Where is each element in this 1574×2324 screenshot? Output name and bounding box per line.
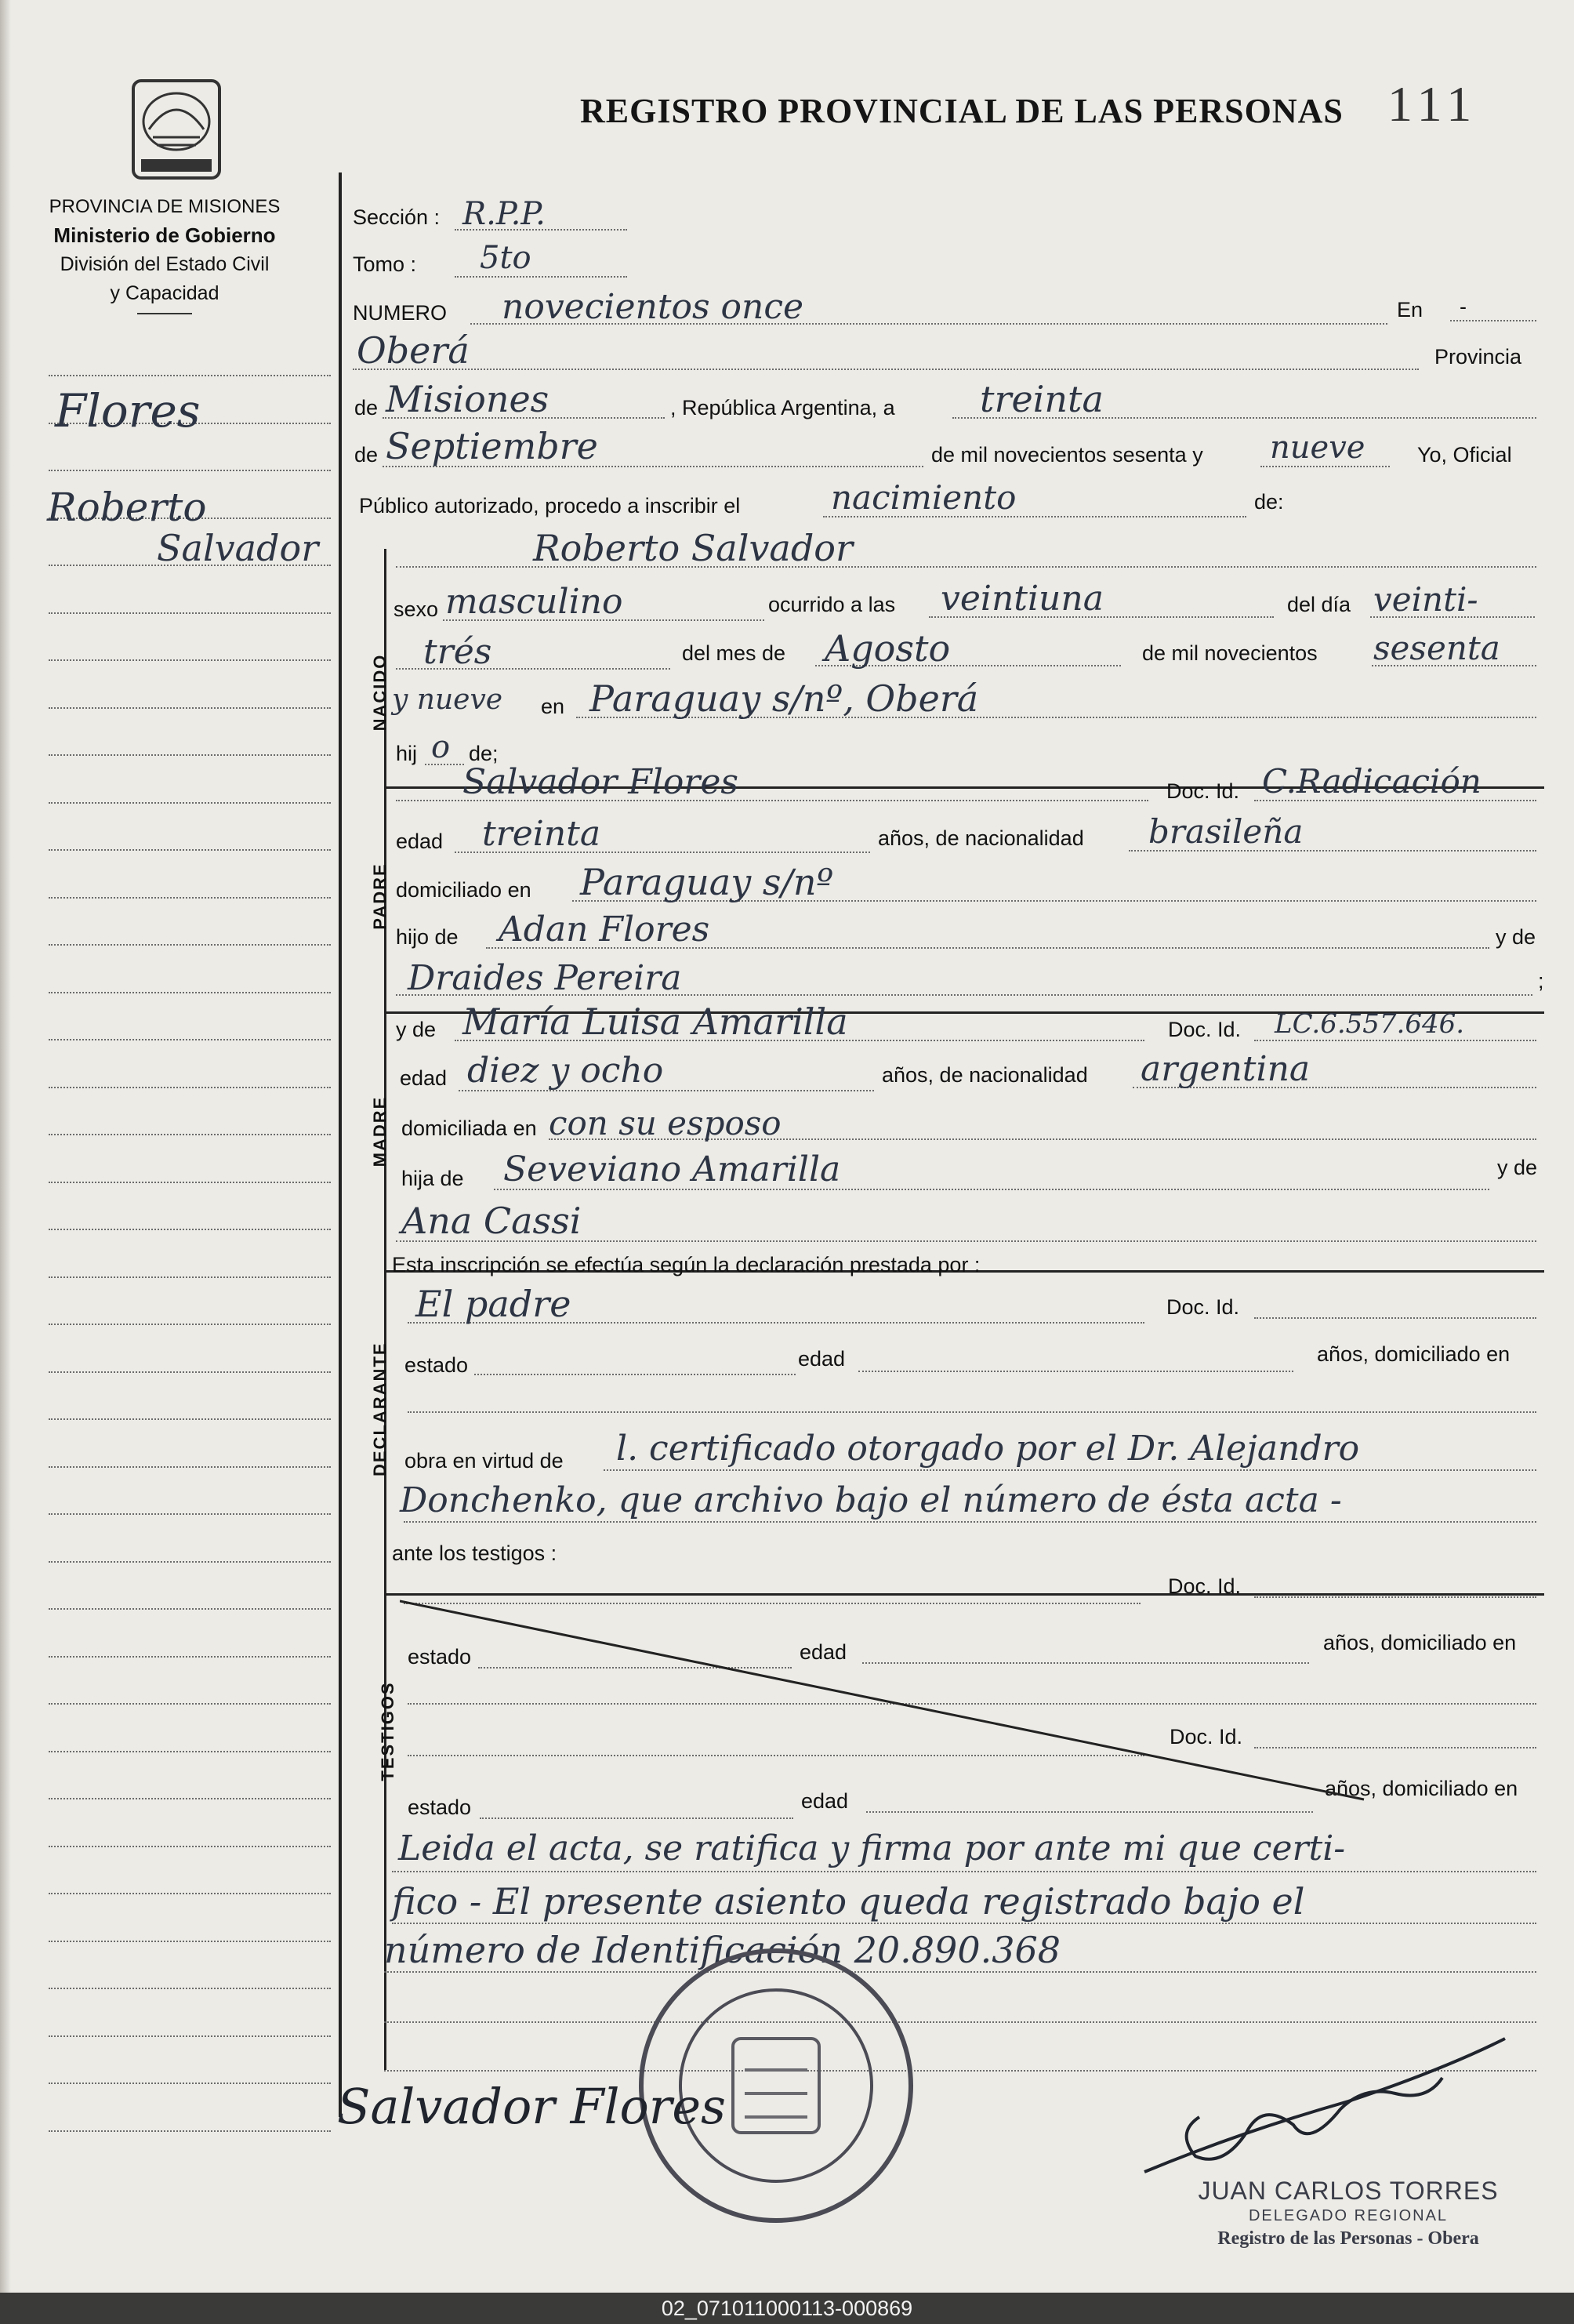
ocurrido-label: ocurrido a las [768,593,896,616]
witness1-doc-label: Doc. Id. [1168,1574,1242,1598]
sexo-label: sexo [394,597,439,621]
section-madre: MADRE [370,1095,390,1167]
father-dom-label: domiciliado en [396,878,531,902]
day-value: treinta [980,378,1104,420]
margin-ledger-line [49,707,331,709]
officer-stamp [1176,2177,1521,2250]
margin-ledger-line [49,1182,331,1183]
section-padre: PADRE [370,862,390,930]
numero-value: novecientos once [502,287,804,327]
margin-ledger-line [49,849,331,851]
mother-name: María Luisa Amarilla [462,1000,848,1043]
margin-ledger-line [49,897,331,899]
mother-nac-value: argentina [1141,1049,1311,1089]
officer-signature-icon [1113,2015,1521,2203]
officer-title: DELEGADO REGIONAL [1248,2207,1449,2224]
margin-ledger-line [49,1988,331,1989]
de3-label: de: [1254,490,1284,514]
margin-ledger-line [49,802,331,804]
margin-ledger-line [49,1608,331,1610]
testigos-intro: ante los testigos : [392,1541,557,1565]
declarant-edad-label: edad [798,1347,846,1371]
witness1-anios-label: años, domiciliado en [1323,1631,1517,1654]
strike-through-line [400,1600,1372,1803]
closing-line-2: fico - El presente asiento queda registrado bajo el [392,1880,1305,1923]
witness1-edad-label: edad [800,1640,847,1664]
main-vertical-rule [339,172,342,2117]
father-edad-label: edad [396,830,444,853]
hora-value: veintiuna [941,579,1104,619]
margin-ledger-line [49,1324,331,1325]
officer-name: JUAN CARLOS TORRES [1198,2177,1499,2205]
org-line: División del Estado Civil [60,253,270,275]
mother-father-name: Seveviano Amarilla [503,1149,841,1189]
image-footer [0,2293,1574,2324]
anio-label: de mil novecientos [1142,641,1318,665]
document-title: REGISTRO PROVINCIAL DE LAS PERSONAS [580,92,1344,130]
father-dom-value: Paraguay s/nº [580,861,834,903]
anio-value-2: y nueve [392,684,503,716]
declarant-signature: Salvador Flores [337,2078,726,2135]
en-label: En [1397,298,1423,321]
year-label: de mil novecientos sesenta y [931,443,1203,467]
declaration-intro: Esta inscripción se efectúa según la declaración prestada por : [392,1253,981,1276]
declarant-doc-label: Doc. Id. [1166,1295,1240,1319]
margin-ledger-line [49,1561,331,1563]
margin-ledger-line [49,1134,331,1135]
declarant-estado-label: estado [404,1353,469,1377]
witness2-edad-label: edad [801,1789,849,1813]
margin-ledger-line [49,659,331,661]
margin-ledger-line [49,2083,331,2084]
margin-ledger-line [49,1513,331,1515]
father-mother-name: Draides Pereira [408,958,682,998]
margin-ledger-line [49,1751,331,1752]
declarant-name: El padre [415,1283,571,1325]
mother-nac-label: años, de nacionalidad [882,1063,1088,1087]
father-yde-label: y de [1496,925,1536,949]
mes-label: del mes de [682,641,786,665]
mother-edad-label: edad [400,1066,448,1090]
margin-ledger-line [49,992,331,993]
seccion-label: Sección : [353,205,441,229]
margin-ledger-line [49,1039,331,1040]
margin-ledger-line [49,1371,331,1373]
margin-ledger-line [49,1941,331,1942]
father-doc-label: Doc. Id. [1166,779,1240,803]
republica-label: , República Argentina, a [670,396,895,419]
mother-dom-label: domiciliada en [401,1117,537,1140]
acto-value: nacimiento [831,478,1017,517]
section-bracket-rule [384,549,386,2070]
month-value: Septiembre [386,425,598,467]
page-number: 111 [1387,76,1478,132]
margin-surname: Flores [55,384,201,438]
sexo-value: masculino [445,582,623,622]
mother-yde-label: y de [396,1018,437,1041]
mother-dom-value: con su esposo [549,1104,782,1142]
dia-value: veinti- [1373,580,1478,619]
dia-label: del día [1287,593,1351,616]
margin-ledger-line [49,2130,331,2132]
margin-ledger-line [49,944,331,946]
tomo-value: 5to [480,240,531,276]
mother-doc-value: LC.6.557.646. [1275,1008,1465,1040]
margin-ledger-line [49,1229,331,1230]
en-birth-label: en [541,695,565,718]
margin-given-name-2: Salvador [157,527,319,569]
dia-value-2: trés [423,632,492,672]
margin-ledger-line [49,1846,331,1847]
margin-ledger-line [49,1703,331,1705]
margin-ledger-line [49,1276,331,1278]
margin-ledger-line [49,1418,331,1420]
province-value: Misiones [386,378,549,420]
obra-label: obra en virtud de [404,1449,564,1472]
de-semicolon-label: de; [469,742,499,765]
section-testigos: TESTIGOS [378,1681,397,1781]
father-edad-value: treinta [482,814,601,854]
hij-label: hij [396,742,418,765]
org-line: y Capacidad [110,282,219,304]
margin-ledger-line [49,1087,331,1088]
margin-ledger-line [49,1656,331,1658]
mother-edad-value: diez y ocho [467,1051,664,1091]
newborn-name: Roberto Salvador [533,527,853,569]
year-value: nueve [1270,430,1365,466]
tomo-label: Tomo : [353,252,417,276]
seccion-value: R.P.P. [462,196,546,232]
mother-yde2-label: y de [1497,1156,1538,1179]
closing-line-3: número de Identificación 20.890.368 [384,1929,1061,1971]
numero-label: NUMERO [353,301,447,325]
oficial-label: Yo, Oficial [1417,443,1512,467]
father-name: Salvador Flores [462,762,738,802]
father-hijo-label: hijo de [396,925,459,949]
de2-label: de [354,443,379,467]
mother-hija-label: hija de [401,1167,464,1190]
officer-office: Registro de las Personas - Obera [1217,2228,1479,2249]
de-label: de [354,396,379,419]
place-value: Oberá [357,329,470,372]
margin-given-name-1: Roberto [47,485,207,530]
mother-doc-label: Doc. Id. [1168,1018,1242,1041]
witness1-estado-label: estado [408,1645,472,1669]
declarant-anios-label: años, domiciliado en [1317,1342,1511,1366]
birthplace-value: Paraguay s/nº, Oberá [589,677,979,720]
margin-ledger-line [49,375,331,376]
margin-ledger-line [49,1798,331,1799]
hij-value: o [431,729,451,765]
org-block [16,192,314,314]
margin-ledger-line [49,1893,331,1894]
obra-value-2: Donchenko, que archivo bajo el número de ésta acta - [400,1480,1342,1520]
witness2-doc-label: Doc. Id. [1170,1725,1243,1748]
section-declarante: DECLARANTE [370,1342,390,1476]
father-nac-label: años, de nacionalidad [878,826,1084,850]
father-doc-value: C.Radicación [1262,762,1482,801]
mother-mother-name: Ana Cassi [401,1200,582,1242]
margin-ledger-line [49,612,331,614]
father-father-name: Adan Flores [499,910,710,950]
en-value: - [1460,295,1467,318]
provincia-label: Provincia [1434,345,1522,369]
org-line: Ministerio de Gobierno [53,223,276,247]
section-nacido: NACIDO [370,653,390,732]
father-nac-value: brasileña [1148,812,1304,851]
provincial-emblem-icon [125,74,227,184]
margin-ledger-line [49,1466,331,1468]
witness2-anios-label: años, domiciliado en [1325,1777,1518,1800]
obra-value: l. certificado otorgado por el Dr. Alejandro [616,1429,1360,1469]
semicolon: ; [1538,969,1544,993]
footer-id: 02_071011000113-000869 [661,2297,913,2320]
margin-ledger-line [49,470,331,471]
mes-value: Agosto [825,627,951,670]
anio-value: sesenta [1373,629,1500,667]
margin-ledger-line [49,754,331,756]
org-line: PROVINCIA DE MISIONES [49,196,281,217]
margin-ledger-line [49,2035,331,2037]
closing-line-1: Leida el acta, se ratifica y firma por ante mi que certi- [398,1828,1346,1868]
publico-label: Público autorizado, procedo a inscribir el [359,494,741,517]
witness2-estado-label: estado [408,1796,472,1819]
